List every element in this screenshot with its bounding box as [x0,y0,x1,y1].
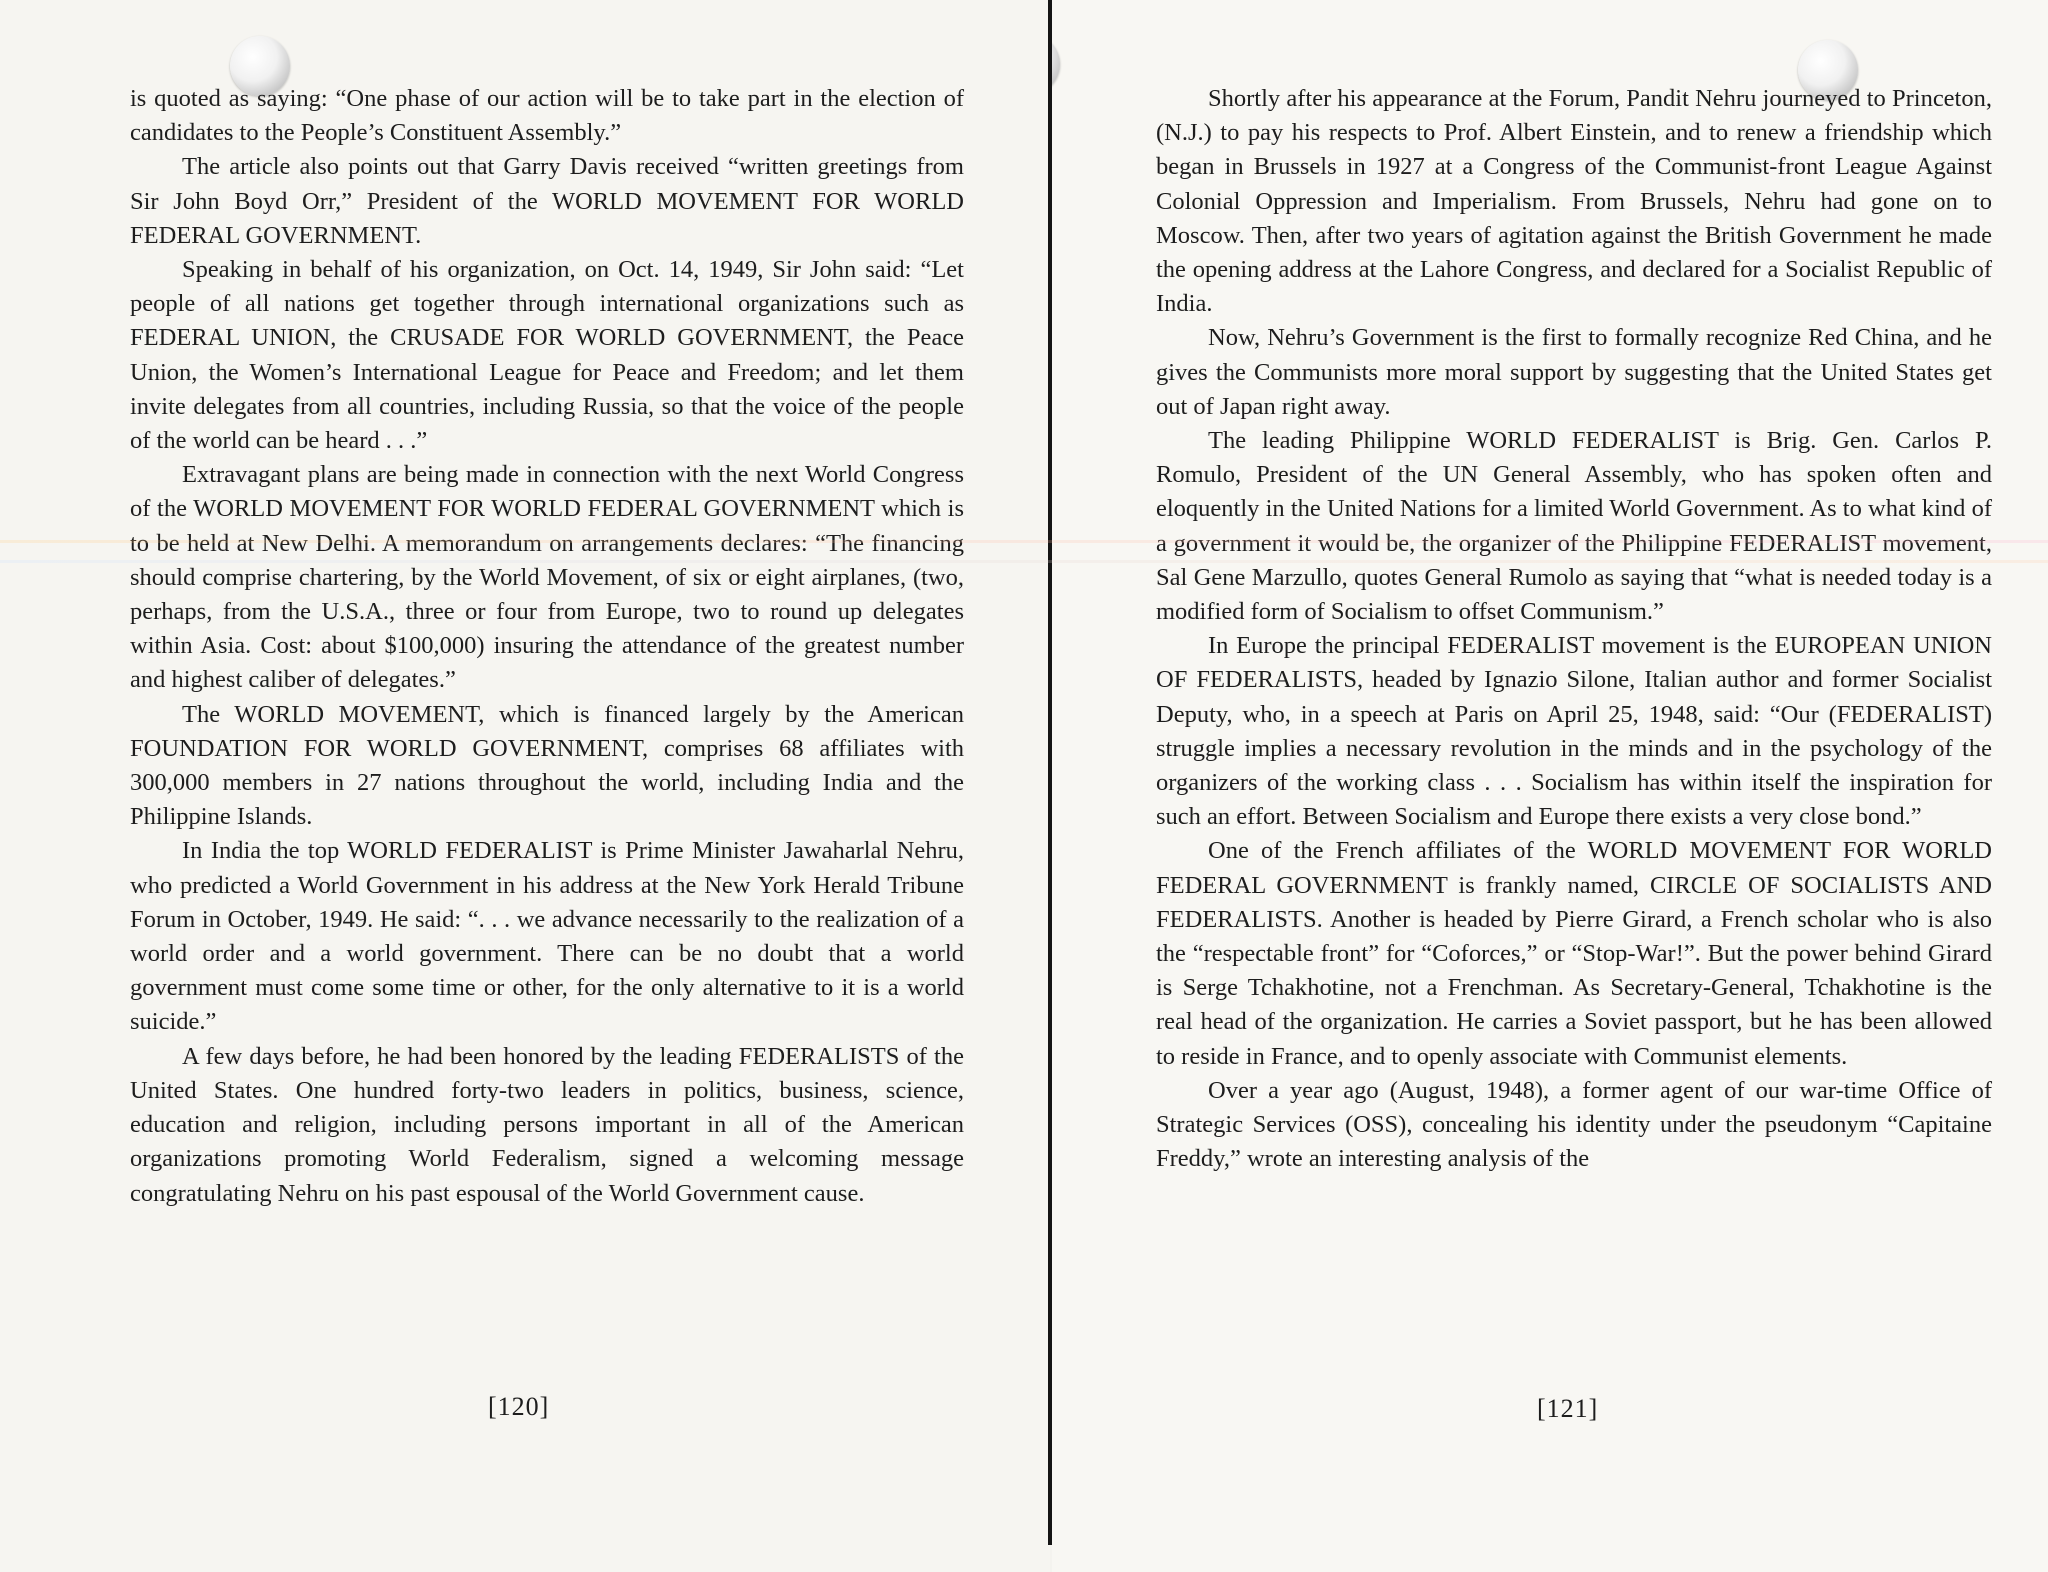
paragraph: The leading Philippine WORLD FEDERALIST is Brig. Gen. Carlos P. Romulo, President of the UN General Assembly, who has spoken often and eloquently in the United Nations for a limited World Government. As to what kind of a government it would be, the organizer of the Philippine FEDERALIST movement, Sal Gene Marzullo, quotes General Rumolo as saying that “what is needed today is a modified form of Socialism to offset Communism.” [1156,427,1992,626]
page-number: [120] [488,1392,550,1421]
scan-streak [0,540,2048,543]
paragraph: The WORLD MOVEMENT, which is financed largely by the American FOUNDATION FOR WORLD GOVERNMENT, comprises 68 affiliates with 300,000 members in 27 nations throughout the world, including India and the Philippine Islands. [130,700,964,831]
page-number: [121] [1537,1394,1599,1423]
paragraph: Over a year ago (August, 1948), a former agent of our war-time Office of Strategic Services (OSS), concealing his identity under the pseudonym “Capitaine Freddy,” wrote an interesting analysis of the [1156,1076,1992,1173]
paragraph: Extravagant plans are being made in connection with the next World Congress of the WORLD MOVEMENT FOR WORLD FEDERAL GOVERNMENT which is to be held at New Delhi. A memorandum on arrangements declares: “The financing should comprise chartering, by the World Movement, of six or eight airplanes, (two, perhaps, from the U.S.A., three or four from Europe, two to round up delegates within Asia. Cost: about $100,000) insuring the attendance of the greatest number and highest caliber of delegates.” [130,461,964,694]
paragraph: In India the top WORLD FEDERALIST is Prime Minister Jawaharlal Nehru, who predicted a World Government in his address at the New York Herald Tribune Forum in October, 1949. He said: “. . . we advance necessarily to the realization of a world order and a world government. There can be no doubt that a world government must come some time or other, for the only alternative to it is a world suicide.” [130,837,964,1036]
paragraph: The article also points out that Garry Davis received “written greetings from Sir John Boyd Orr,” President of the WORLD MOVEMENT FOR WORLD FEDERAL GOVERNMENT. [130,153,964,249]
paragraph: In Europe the principal FEDERALIST movement is the EUROPEAN UNION OF FEDERALISTS, headed by Ignazio Silone, Italian author and former Socialist Deputy, who, in a speech at Paris on April 25, 1948, said: “Our (FEDERALIST) struggle implies a necessary revolution in the minds and in the psychology of the organizers of the working class . . . Socialism has within itself the inspiration for such an effort. Between Socialism and Europe there exists a very close bond.” [1156,632,1992,831]
paragraph: is quoted as saying: “One phase of our action will be to take part in the election of candidates to the People’s Constituent Assembly.” [130,85,964,147]
paragraph: Shortly after his appearance at the Forum, Pandit Nehru journeyed to Princeton, (N.J.) to pay his respects to Prof. Albert Einstein, and to renew a friendship which began in Brussels in 1927 at a Congress of the Communist-front League Against Colonial Oppression and Imperialism. From Brussels, Nehru had gone on to Moscow. Then, after two years of agitation against the British Government he made the opening address at the Lahore Congress, and declared for a Socialist Republic of India. [1156,85,1992,318]
paragraph: A few days before, he had been honored by the leading FEDERALISTS of the United States. One hundred forty-two leaders in politics, business, science, education and religion, including persons important in all of the American organizations promoting World Federalism, signed a welcoming message congratulating Nehru on his past espousal of the World Government cause. [130,1042,964,1207]
left-page-text [130,82,964,1211]
paragraph: Speaking in behalf of his organization, on Oct. 14, 1949, Sir John said: “Let people of all nations get together through international organizations such as FEDERAL UNION, the CRUSADE FOR WORLD GOVERNMENT, the Peace Union, the Women’s International League for Peace and Freedom; and let them invite delegates from all countries, including Russia, so that the voice of the people of the world can be heard . . .” [130,256,964,455]
scan-streak [0,560,2048,563]
right-page-text [1156,82,1992,1177]
paragraph: Now, Nehru’s Government is the first to formally recognize Red China, and he gives the Communists more moral support by suggesting that the United States get out of Japan right away. [1156,324,1992,420]
punch-hole [1052,34,1060,94]
paragraph: One of the French affiliates of the WORLD MOVEMENT FOR WORLD FEDERAL GOVERNMENT is frankly named, CIRCLE OF SOCIALISTS AND FEDERALISTS. Another is headed by Pierre Girard, a French scholar who is also the “respectable front” for “Coforces,” or “Stop-War!”. But the power behind Girard is Serge Tchakhotine, not a Frenchman. As Secretary-General, Tchakhotine is the real head of the organization. He carries a Soviet passport, but he has been allowed to reside in France, and to openly associate with Communist elements. [1156,837,1992,1070]
